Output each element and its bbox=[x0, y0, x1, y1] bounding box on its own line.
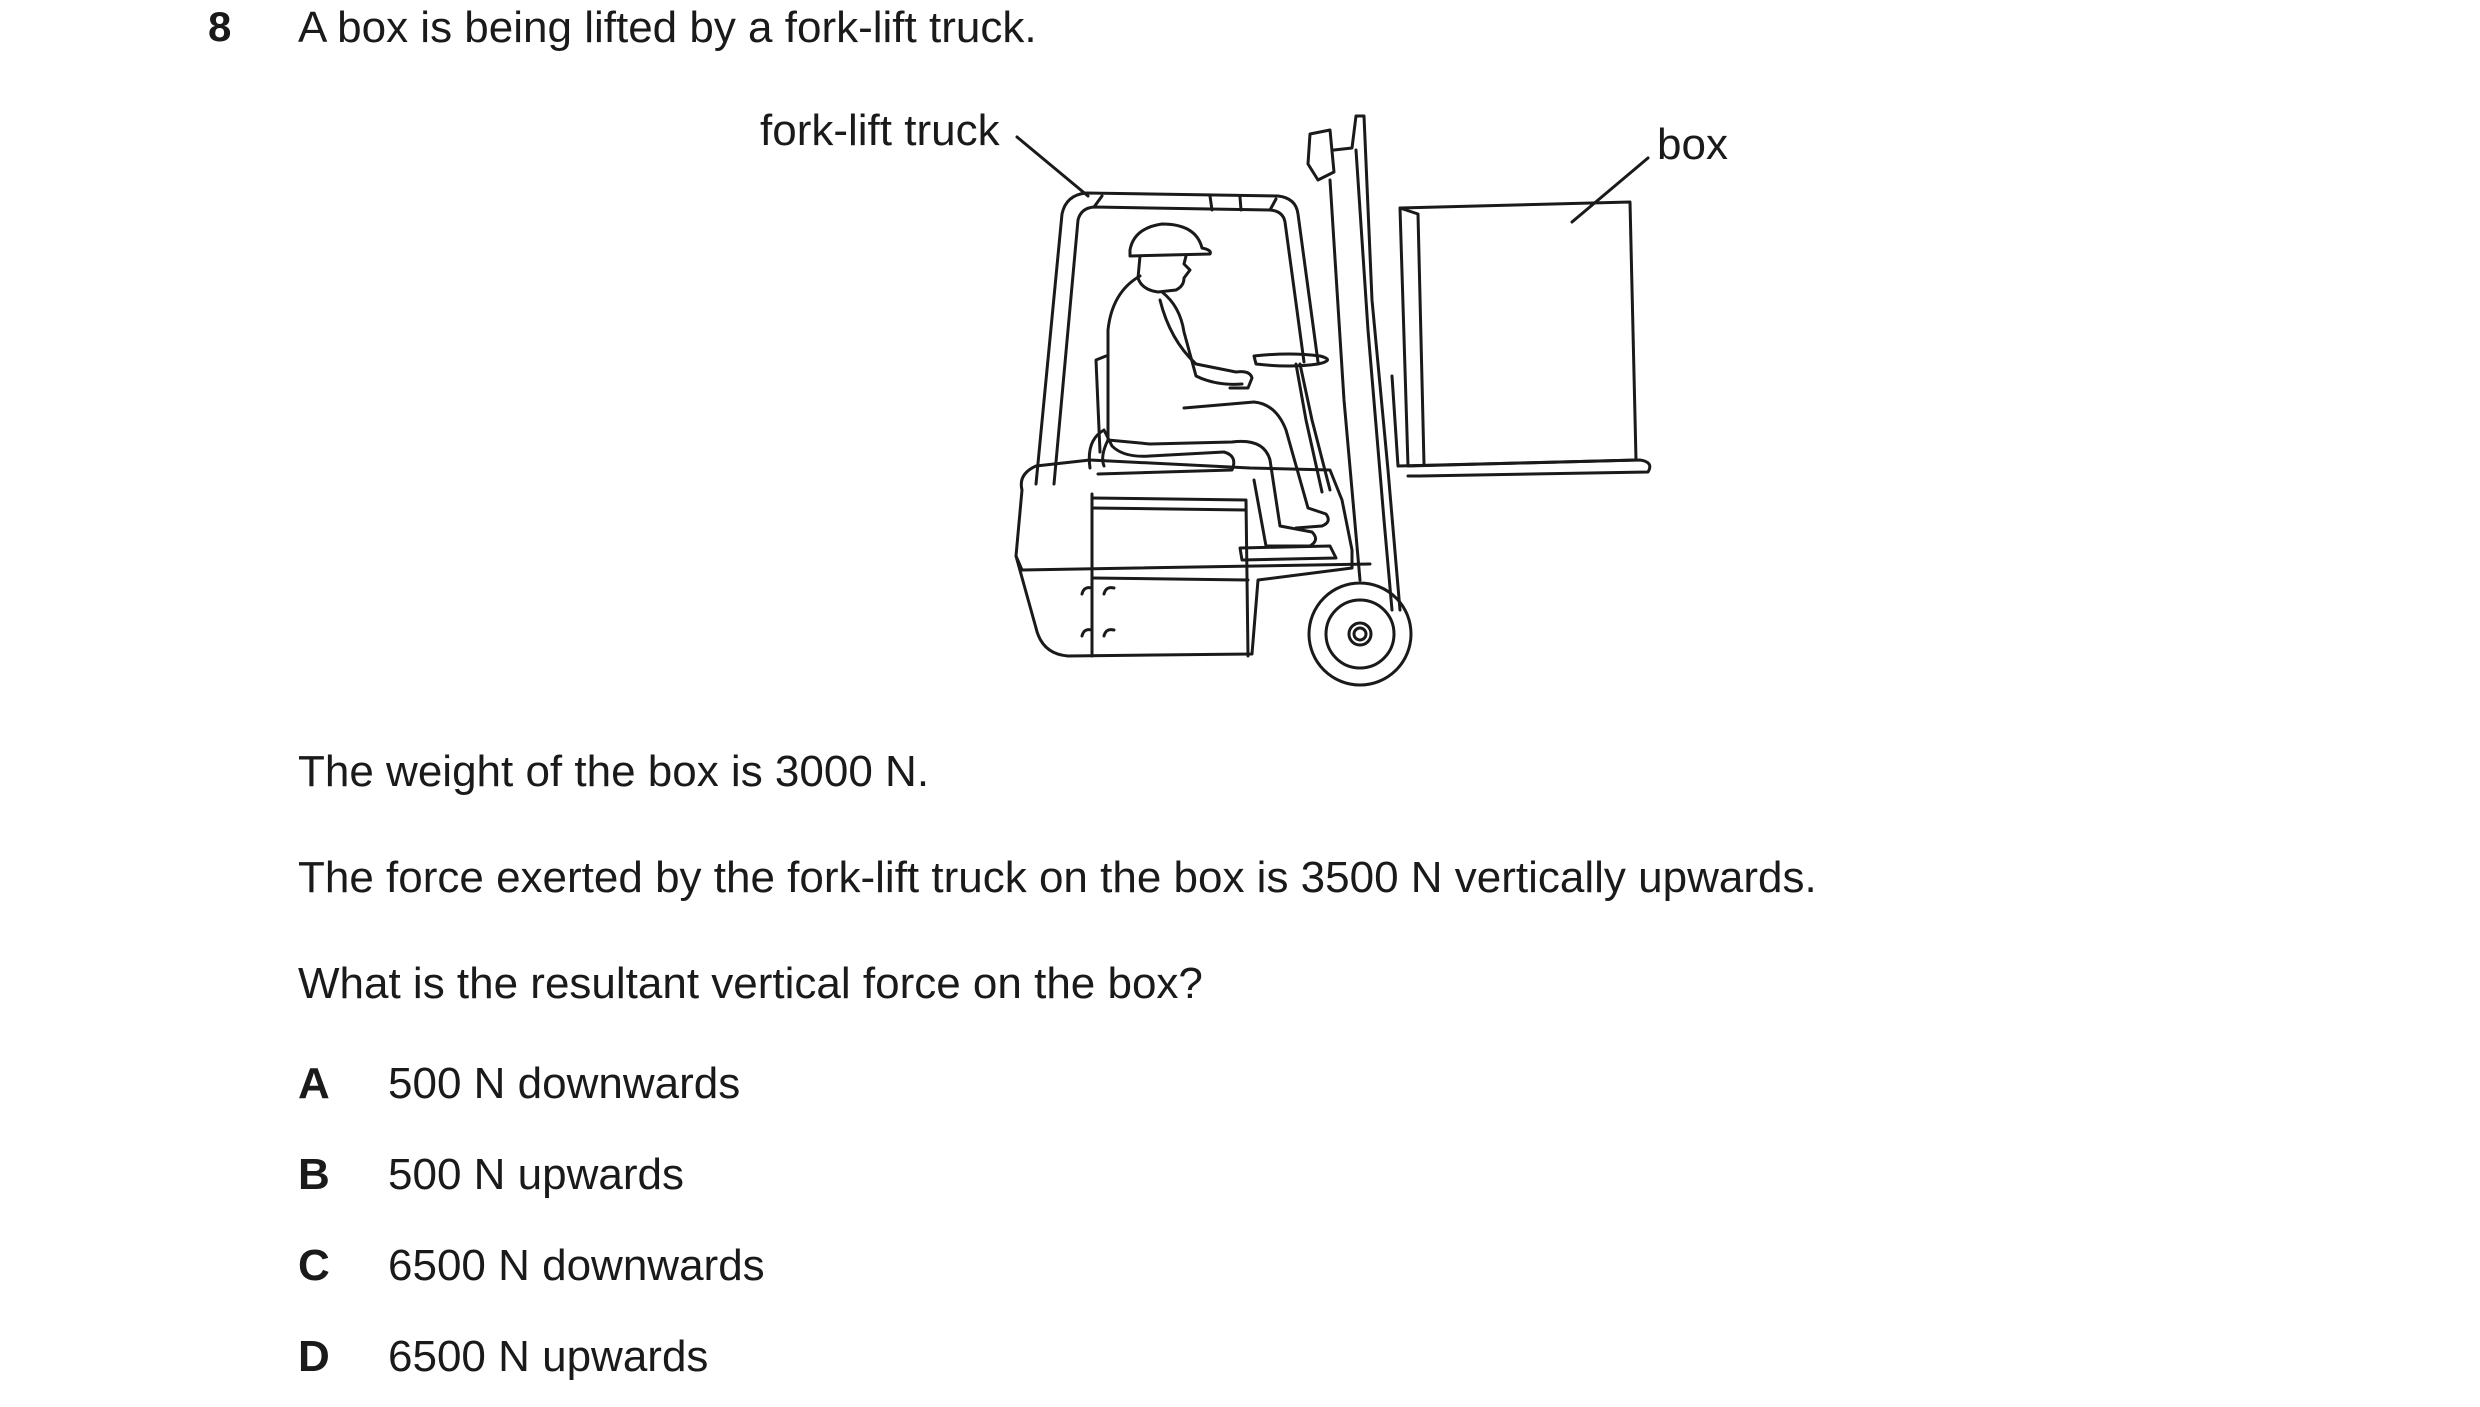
truck-force-statement: The force exerted by the fork-lift truck on the box is 3500 N vertically upwards. bbox=[298, 853, 1817, 902]
box-drawing bbox=[1400, 202, 1636, 466]
box-label-leader bbox=[1572, 158, 1648, 222]
box-weight-statement: The weight of the box is 3000 N. bbox=[298, 747, 930, 796]
option-d-text[interactable]: 6500 N upwards bbox=[388, 1332, 709, 1381]
option-c-text[interactable]: 6500 N downwards bbox=[388, 1241, 765, 1290]
question-stem: A box is being lifted by a fork-lift truck. bbox=[298, 3, 1037, 52]
option-c-letter[interactable]: C bbox=[298, 1241, 330, 1290]
box-label: box bbox=[1657, 120, 1728, 169]
truck-label-leader bbox=[1017, 137, 1088, 196]
option-b-text[interactable]: 500 N upwards bbox=[388, 1150, 684, 1199]
front-wheel bbox=[1309, 583, 1411, 685]
option-b-letter[interactable]: B bbox=[298, 1150, 330, 1199]
question-number: 8 bbox=[208, 3, 232, 50]
option-a-text[interactable]: 500 N downwards bbox=[388, 1059, 741, 1108]
fork-lift-truck-label: fork-lift truck bbox=[760, 106, 1000, 155]
question-prompt: What is the resultant vertical force on the box? bbox=[298, 959, 1203, 1008]
forklift-truck-drawing bbox=[1016, 116, 1650, 656]
option-a-letter[interactable]: A bbox=[298, 1059, 330, 1108]
option-d-letter[interactable]: D bbox=[298, 1332, 330, 1381]
